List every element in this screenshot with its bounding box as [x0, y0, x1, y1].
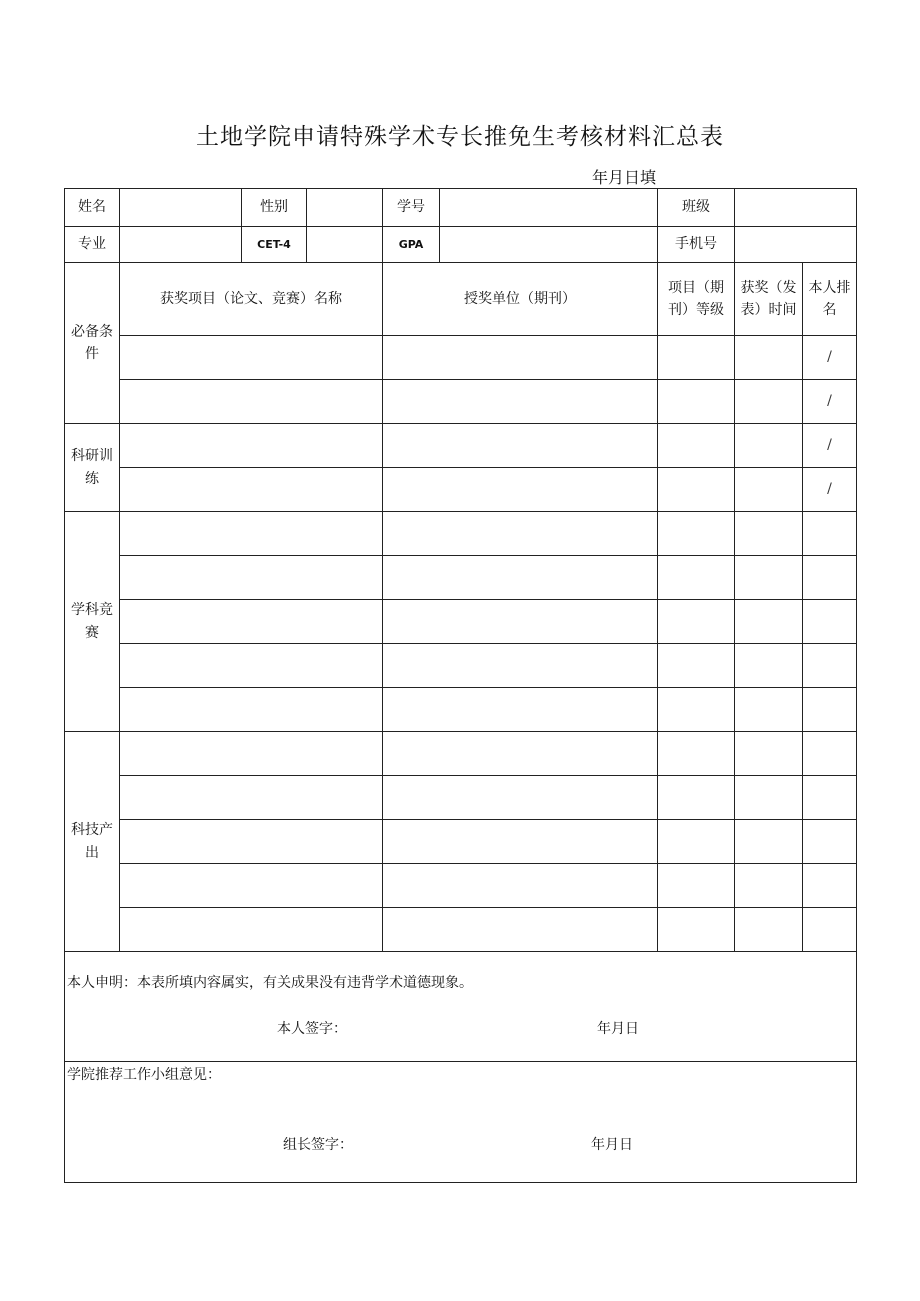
time-cell[interactable]	[735, 908, 803, 952]
level-cell[interactable]	[658, 380, 735, 424]
page-title: 土地学院申请特殊学术专长推免生考核材料汇总表	[196, 124, 724, 150]
time-cell[interactable]	[735, 424, 803, 468]
rank-slash: /	[803, 424, 857, 468]
rank-slash: /	[803, 336, 857, 380]
table-row	[65, 776, 857, 820]
major-field[interactable]	[120, 227, 242, 263]
time-cell[interactable]	[735, 688, 803, 732]
level-cell[interactable]	[658, 424, 735, 468]
time-cell[interactable]	[735, 380, 803, 424]
table-row	[65, 600, 857, 644]
issuer-cell[interactable]	[383, 864, 658, 908]
column-header-row	[65, 263, 857, 336]
table-row	[65, 732, 857, 776]
table-row	[65, 908, 857, 952]
committee-block[interactable]	[65, 1062, 857, 1183]
declaration-block[interactable]	[65, 952, 857, 1062]
time-cell[interactable]	[735, 732, 803, 776]
time-cell[interactable]	[735, 600, 803, 644]
item-name-cell[interactable]	[120, 556, 383, 600]
item-name-cell[interactable]	[120, 820, 383, 864]
table-row	[65, 820, 857, 864]
name-field[interactable]	[120, 189, 242, 227]
declaration-row	[65, 952, 857, 1062]
committee-opinion-label: 学院推荐工作小组意见：	[67, 1067, 221, 1083]
issuer-cell[interactable]	[383, 908, 658, 952]
rank-cell[interactable]	[803, 776, 857, 820]
personal-row-1	[65, 189, 857, 227]
table-row	[65, 380, 857, 424]
level-cell[interactable]	[658, 776, 735, 820]
rank-cell[interactable]	[803, 732, 857, 776]
time-cell[interactable]	[735, 776, 803, 820]
level-cell[interactable]	[658, 732, 735, 776]
table-row	[65, 864, 857, 908]
major-label: 专业	[65, 227, 120, 263]
item-name-cell[interactable]	[120, 468, 383, 512]
personal-row-2	[65, 227, 857, 263]
student-id-label: 学号	[383, 189, 440, 227]
section-label-competition: 学科竞赛	[65, 512, 120, 732]
level-cell[interactable]	[658, 468, 735, 512]
issuer-cell[interactable]	[383, 820, 658, 864]
rank-cell[interactable]	[803, 644, 857, 688]
gender-field[interactable]	[307, 189, 383, 227]
section-label-required: 必备条件	[65, 263, 120, 424]
table-row	[65, 688, 857, 732]
issuer-cell[interactable]	[383, 688, 658, 732]
declaration-statement: 本人申明：本表所填内容属实，有关成果没有违背学术道德现象。	[67, 975, 473, 991]
item-name-cell[interactable]	[120, 732, 383, 776]
name-label: 姓名	[65, 189, 120, 227]
issuer-cell[interactable]	[383, 336, 658, 380]
summary-form-table	[64, 188, 857, 1183]
cet4-label: CET-4	[242, 227, 307, 263]
header-item-name: 获奖项目（论文、竞赛）名称	[120, 263, 383, 336]
section-label-research: 科研训练	[65, 424, 120, 512]
time-cell[interactable]	[735, 644, 803, 688]
item-name-cell[interactable]	[120, 688, 383, 732]
leader-date-label: 年月日	[591, 1137, 633, 1153]
phone-label: 手机号	[658, 227, 735, 263]
class-label: 班级	[658, 189, 735, 227]
issuer-cell[interactable]	[383, 556, 658, 600]
rank-cell[interactable]	[803, 688, 857, 732]
issuer-cell[interactable]	[383, 512, 658, 556]
committee-row	[65, 1062, 857, 1183]
student-id-field[interactable]	[440, 189, 658, 227]
level-cell[interactable]	[658, 820, 735, 864]
item-name-cell[interactable]	[120, 424, 383, 468]
time-cell[interactable]	[735, 820, 803, 864]
rank-cell[interactable]	[803, 600, 857, 644]
level-cell[interactable]	[658, 688, 735, 732]
issuer-cell[interactable]	[383, 468, 658, 512]
header-time: 获奖（发表）时间	[735, 263, 803, 336]
applicant-date-label: 年月日	[597, 1021, 639, 1037]
gpa-field[interactable]	[440, 227, 658, 263]
level-cell[interactable]	[658, 864, 735, 908]
item-name-cell[interactable]	[120, 336, 383, 380]
table-row	[65, 512, 857, 556]
issuer-cell[interactable]	[383, 600, 658, 644]
table-row	[65, 644, 857, 688]
class-field[interactable]	[735, 189, 857, 227]
item-name-cell[interactable]	[120, 512, 383, 556]
item-name-cell[interactable]	[120, 644, 383, 688]
item-name-cell[interactable]	[120, 380, 383, 424]
table-row	[65, 424, 857, 468]
level-cell[interactable]	[658, 908, 735, 952]
level-cell[interactable]	[658, 336, 735, 380]
rank-cell[interactable]	[803, 864, 857, 908]
rank-cell[interactable]	[803, 556, 857, 600]
cet4-field[interactable]	[307, 227, 383, 263]
table-row	[65, 468, 857, 512]
level-cell[interactable]	[658, 556, 735, 600]
level-cell[interactable]	[658, 512, 735, 556]
fill-date-label: 年月日填	[592, 168, 657, 187]
item-name-cell[interactable]	[120, 908, 383, 952]
time-cell[interactable]	[735, 512, 803, 556]
item-name-cell[interactable]	[120, 864, 383, 908]
issuer-cell[interactable]	[383, 424, 658, 468]
leader-signature-label: 组长签字：	[283, 1137, 353, 1153]
rank-slash: /	[803, 468, 857, 512]
issuer-cell[interactable]	[383, 732, 658, 776]
issuer-cell[interactable]	[383, 380, 658, 424]
table-row	[65, 336, 857, 380]
time-cell[interactable]	[735, 468, 803, 512]
level-cell[interactable]	[658, 600, 735, 644]
header-rank: 本人排名	[803, 263, 857, 336]
issuer-cell[interactable]	[383, 776, 658, 820]
header-level: 项目（期刊）等级	[658, 263, 735, 336]
level-cell[interactable]	[658, 644, 735, 688]
rank-slash: /	[803, 380, 857, 424]
issuer-cell[interactable]	[383, 644, 658, 688]
time-cell[interactable]	[735, 336, 803, 380]
rank-cell[interactable]	[803, 820, 857, 864]
phone-field[interactable]	[735, 227, 857, 263]
rank-cell[interactable]	[803, 908, 857, 952]
item-name-cell[interactable]	[120, 600, 383, 644]
rank-cell[interactable]	[803, 512, 857, 556]
time-cell[interactable]	[735, 556, 803, 600]
item-name-cell[interactable]	[120, 776, 383, 820]
time-cell[interactable]	[735, 864, 803, 908]
section-label-output: 科技产出	[65, 732, 120, 952]
gender-label: 性别	[242, 189, 307, 227]
header-issuer: 授奖单位（期刊）	[383, 263, 658, 336]
gpa-label: GPA	[383, 227, 440, 263]
table-row	[65, 556, 857, 600]
applicant-signature-label: 本人签字：	[277, 1021, 347, 1037]
